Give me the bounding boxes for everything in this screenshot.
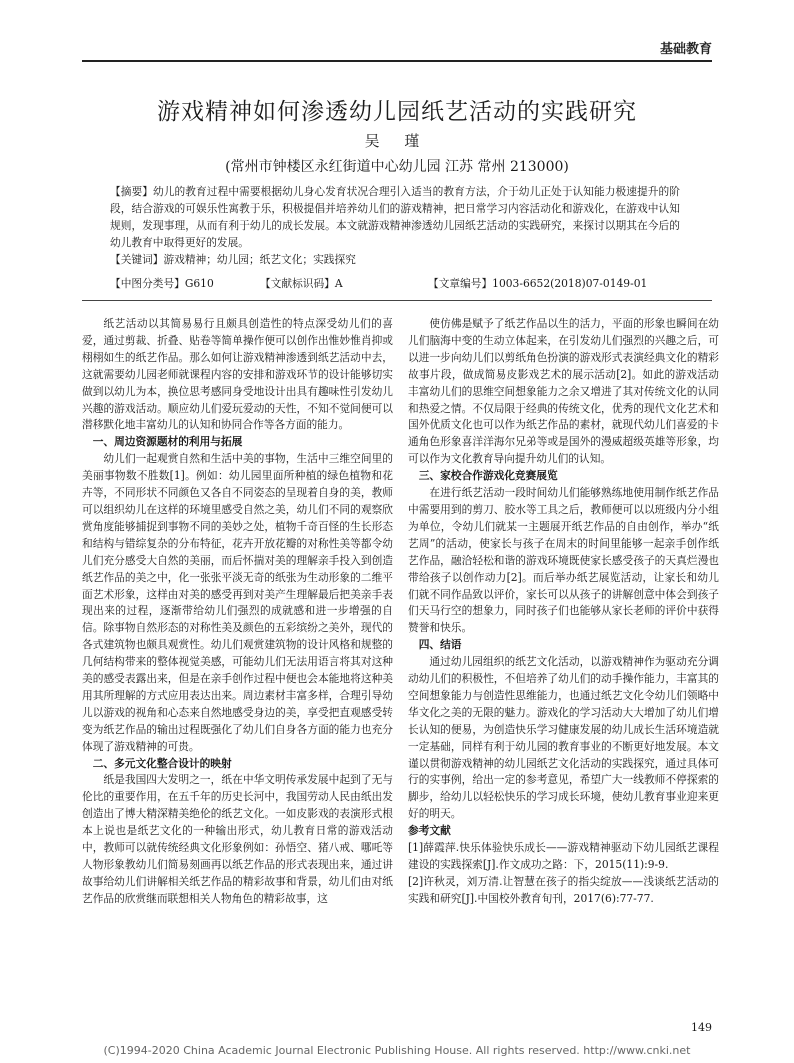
paper-title: 游戏精神如何渗透幼儿园纸艺活动的实践研究 — [157, 99, 637, 125]
reference-item: [2]许秋灵，刘万清.让智慧在孩子的指尖绽放——浅谈纸艺活动的实践和研究[J].中国校外教育旬刊，2017(6):77-77. — [408, 874, 719, 905]
doc-code-value: A — [334, 277, 343, 290]
section-heading: 四、结语 — [418, 638, 462, 652]
clc-value: G610 — [184, 277, 214, 290]
author-name: 吴 瑾 — [364, 132, 430, 150]
body-column-left — [82, 316, 393, 908]
body-column-right — [408, 316, 719, 908]
copyright-footer: (C)1994-2020 China Academic Journal Electronic Publishing House. All rights reserved. http://www.cnki.net — [103, 1044, 691, 1057]
author-affiliation: (常州市钟楼区永红街道中心幼儿园 江苏 常州 213000) — [225, 159, 569, 175]
body-paragraph: 纸艺活动以其简易易行且颇具创造性的特点深受幼儿们的喜爱，通过剪裁、折叠、贴卷等简单操作便可以创作出惟妙惟肖抑或栩栩如生的纸艺作品。那么如何让游戏精神渗透到纸艺活动中去，这就需要幼儿园老师就课程内容的安排和游戏环节的设计能够切实做到以幼儿为本，换位思考感同身受地设计出具有趣味性引发幼儿兴趣的游戏活动。顺应幼儿们爱玩爱动的天性，不知不觉间便可以潜移默化地丰富幼儿的认知和协同合作等各方面的能力。 — [82, 317, 393, 432]
abstract-label: 【摘要】 — [110, 185, 154, 198]
clc-number — [110, 276, 214, 291]
section-heading: 三、家校合作游戏化竞赛展览 — [418, 469, 558, 483]
journal-section-label: 基础教育 — [659, 42, 712, 57]
clc-label: 【中图分类号】 — [110, 277, 185, 290]
keywords-label: 【关键词】 — [110, 253, 164, 266]
body-paragraph: 在进行纸艺活动一段时间幼儿们能够熟练地使用制作纸艺作品中需要用到的剪刀、胶水等工具之后，教师便可以以班级内分小组为单位，令幼儿们就某一主题展开纸艺作品的自由创作，举办“纸艺周”的活动，使家长与孩子在周末的时间里能够一起亲手创作纸艺作品，融洽轻松和谐的游戏环境既使家长感受孩子的天真烂漫也带给孩子以创作动力[2]。而后举办纸艺展览活动，让家长和幼儿们就不同作品致以评价，家长可以从孩子的讲解创意中体会到孩子们天马行空的想象力，同时孩子们也能够从家长老师的评价中获得赞誉和快乐。 — [408, 486, 719, 635]
references-heading: 参考文献 — [408, 824, 451, 838]
abstract-block — [110, 183, 680, 268]
reference-item: [1]薛霞萍.快乐体验快乐成长——游戏精神驱动下幼儿园纸艺课程建设的实践探索[J].作文成功之路：下，2015(11):9-9. — [408, 841, 719, 871]
article-number-label: 【文章编号】 — [428, 277, 493, 290]
section-heading: 一、周边资源题材的利用与拓展 — [92, 435, 243, 449]
body-paragraph: 幼儿们一起观赏自然和生活中美的事物，生活中三维空间里的美丽事物数不胜数[1]。例如：幼儿园里面所种植的绿色植物和花卉等，不同形状不同颜色又各自不同姿态的呈现着自身的美，教师可以组织幼儿在这样的环境里感受自然之美，幼儿们不同的观察欣赏角度能够捕捉到事物不同的美妙之处，植物千奇百怪的生长形态和结构与错综复杂的分布特征，花卉开放花瓣的对称性美等都令幼儿们充分感受大自然的美丽，而后怀揣对美的理解亲手投入到创造纸艺作品的美之中，化一张张平淡无奇的纸张为生动形象的二维平面艺术形象，这样由对美的感受再到对美产生理解最后把美亲手表现出来的过程，逐渐带给幼儿们强烈的成就感和进一步增强的自信。除事物自然形态的对称性美及颜色的五彩缤纷之美外，现代的各式建筑物也颇具观赏性。幼儿们观赏建筑物的设计风格和规整的几何结构带来的整体视觉美感，可能幼儿们无法用语言将其对这种美的感受表露出来，但是在亲手创作过程中便也会本能地将这种美用其所理解的方式应用表达出来。周边素材丰富多样，合理引导幼儿以游戏的视角和心态来自然地感受身边的美，享受把直观感受转变为纸艺作品的输出过程既强化了幼儿们自身各方面的能力也充分体现了游戏精神的可贵。 — [82, 452, 393, 753]
references-list — [408, 840, 719, 908]
section-heading: 二、多元文化整合设计的映射 — [92, 756, 232, 770]
body-paragraph: 使仿佛是赋予了纸艺作品以生的活力，平面的形象也瞬间在幼儿们脑海中变的生动立体起来，在引发幼儿们强烈的兴趣之后，可以进一步向幼儿们以剪纸角色扮演的游戏形式表演经典文化的精彩故事片段，做成简易皮影戏艺术的展示活动[2]。如此的游戏活动丰富幼儿们的思维空间想象能力之余又增进了其对传统文化的认同和热爱之情。不仅局限于经典的传统文化，优秀的现代文化艺术和国外优质文化也可以作为纸艺作品的素材，就现代幼儿们喜爱的卡通角色形象喜洋洋海尔兄弟等或是国外的漫威超级英雄等形象，均可以作为文化教育导向提升幼儿们的认知。 — [408, 317, 719, 466]
doc-code-label: 【文献标识码】 — [260, 277, 335, 290]
abstract-paragraph — [110, 183, 680, 251]
abstract-text: 幼儿的教育过程中需要根据幼儿身心发育状况合理引入适当的教育方法，介于幼儿正处于认知能力极速提升的阶段，结合游戏的可娱乐性寓教于乐，积极提倡并培养幼儿们的游戏精神，把日常学习内容活动化和游戏化，在游戏中认知规则，发现事理，从而有利于幼儿的成长发展。本文就游戏精神渗透幼儿园纸艺活动的实践研究，来探讨以期其在今后的幼儿教育中取得更好的发展。 — [110, 185, 680, 249]
body-right-content — [408, 316, 719, 823]
page-number: 149 — [691, 1021, 712, 1034]
abstract-separator — [82, 300, 712, 301]
article-number — [428, 276, 647, 291]
body-paragraph: 纸是我国四大发明之一，纸在中华文明传承发展中起到了无与伦比的重要作用，在五千年的历史长河中，我国劳动人民由纸出发创造出了博大精深精美绝伦的纸艺文化。一如皮影戏的表演形式根本上说也是纸艺文化的一种输出形式，幼儿教育日常的游戏活动中，教师可以就传统经典文化形象例如：孙悟空、猪八戒、哪吒等人物形象教幼儿们简易刻画再以纸艺作品的形式表现出来，通过讲故事给幼儿们讲解相关纸艺作品的精彩故事和背景，幼儿们由对纸艺作品的欣赏继而联想相关人物角色的精彩故事，这 — [82, 773, 393, 905]
keywords-text: 游戏精神；幼儿园；纸艺文化；实践探究 — [163, 253, 356, 266]
article-number-value: 1003-6652(2018)07-0149-01 — [492, 277, 648, 290]
keywords-paragraph — [110, 251, 680, 268]
body-paragraph: 通过幼儿园组织的纸艺文化活动，以游戏精神作为驱动充分调动幼儿们的积极性，不但培养了幼儿们的动手操作能力，丰富其的空间想象能力与创造性思维能力，也通过纸艺文化令幼儿们领略中华文化之美的无限的魅力。游戏化的学习活动大大增加了幼儿们增长认知的便易，为创造快乐学习健康发展的幼儿成长生活环境造就一定基础，同样有利于幼儿园的教育事业的不断更好地发展。本文谨以贯彻游戏精神的幼儿园纸艺文化活动的实践探究，通过具体可行的实事例，给出一定的参考意见，希望广大一线教师不停探索的脚步，给幼儿以轻松快乐的学习成长环境，使幼儿教育事业迎来更好的明天。 — [408, 655, 719, 821]
document-code — [260, 276, 343, 291]
header-rule — [82, 60, 712, 62]
